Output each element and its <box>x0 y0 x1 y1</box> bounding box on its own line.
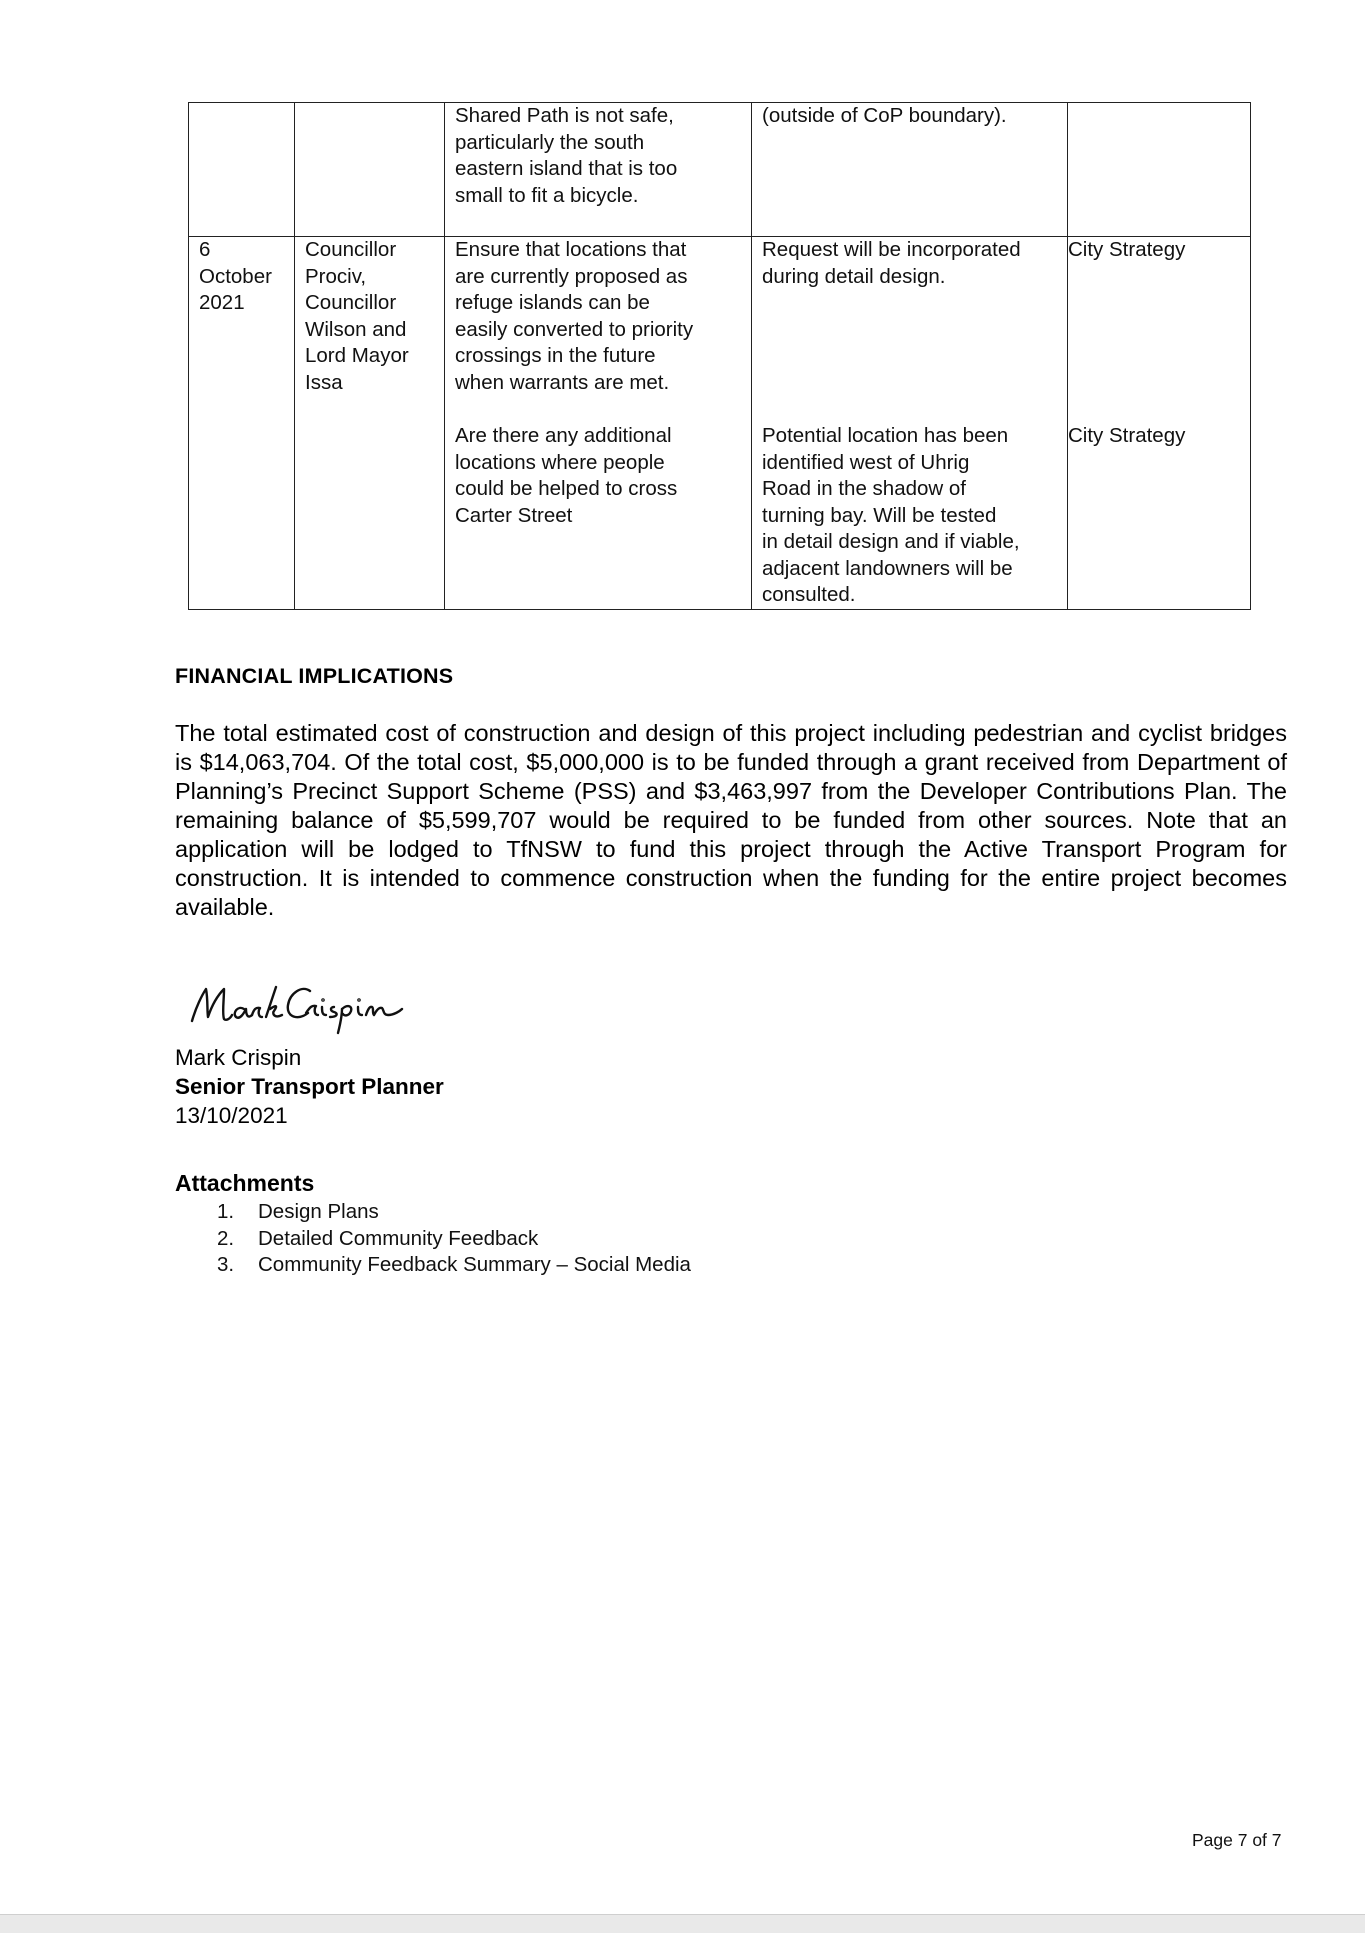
question-cell: Are there any additional locations where people could be helped to cross Carter Street <box>445 423 752 609</box>
response-cell: Potential location has been identified west of Uhrig Road in the shadow of turning bay. Will be tested in detail design and if viable, adjacent landowners will be consulted. <box>752 423 1068 609</box>
signatory-block <box>175 1043 444 1130</box>
responsible-cell: City Strategy <box>1068 423 1251 609</box>
requester-cell <box>295 103 445 237</box>
list-item-number: 1. <box>217 1200 235 1223</box>
response-cell: Request will be incorporated during detail design. <box>752 237 1068 424</box>
financial-implications-paragraph: The total estimated cost of construction and design of this project including pedestrian and cyclist bridges is $14,063,704. Of the total cost, $5,000,000 is to be funded through a grant received from Department of Planning’s Precinct Support Scheme (PSS) and $3,463,997 from the Developer Contributions Plan. The remaining balance of $5,599,707 would be required to be funded from other sources. Note that an application will be lodged to TfNSW to fund this project through the Active Transport Program for construction. It is intended to commence construction when the funding for the entire project becomes available. <box>175 720 1287 920</box>
list-item-number: 3. <box>217 1253 235 1276</box>
page-number: Page 7 of 7 <box>1192 1830 1282 1850</box>
responsible-cell <box>1068 103 1251 237</box>
question-cell: Ensure that locations that are currently proposed as refuge islands can be easily converted to priority crossings in the future when warrants are met. <box>445 237 752 424</box>
date-cell <box>189 103 295 237</box>
list-item-label: Community Feedback Summary – Social Media <box>258 1253 691 1276</box>
requester-cell <box>295 423 445 609</box>
list-item-label: Detailed Community Feedback <box>258 1226 539 1250</box>
signatory-name: Mark Crispin <box>175 1045 302 1070</box>
date-cell <box>189 423 295 609</box>
financial-implications-heading: FINANCIAL IMPLICATIONS <box>175 664 454 688</box>
attachments-heading: Attachments <box>175 1170 315 1196</box>
signatory-title: Senior Transport Planner <box>175 1074 444 1099</box>
table-row <box>189 237 1251 424</box>
list-item-number: 2. <box>217 1226 235 1250</box>
list-item <box>175 1199 691 1226</box>
list-item <box>175 1252 691 1279</box>
feedback-table <box>188 102 1251 610</box>
table-row <box>189 103 1251 237</box>
signature-image <box>186 975 446 1037</box>
question-cell: Shared Path is not safe, particularly the south eastern island that is too small to fit a bicycle. <box>445 103 752 237</box>
requester-cell: Councillor Prociv, Councillor Wilson and Lord Mayor Issa <box>295 237 445 424</box>
attachments-list <box>175 1199 691 1279</box>
page-bottom-edge <box>0 1914 1365 1933</box>
responsible-cell: City Strategy <box>1068 237 1251 424</box>
date-cell: 6 October 2021 <box>189 237 295 424</box>
list-item <box>175 1226 691 1253</box>
table-row <box>189 423 1251 609</box>
response-cell: (outside of CoP boundary). <box>752 103 1068 237</box>
list-item-label: Design Plans <box>258 1200 379 1223</box>
signatory-date: 13/10/2021 <box>175 1103 288 1128</box>
